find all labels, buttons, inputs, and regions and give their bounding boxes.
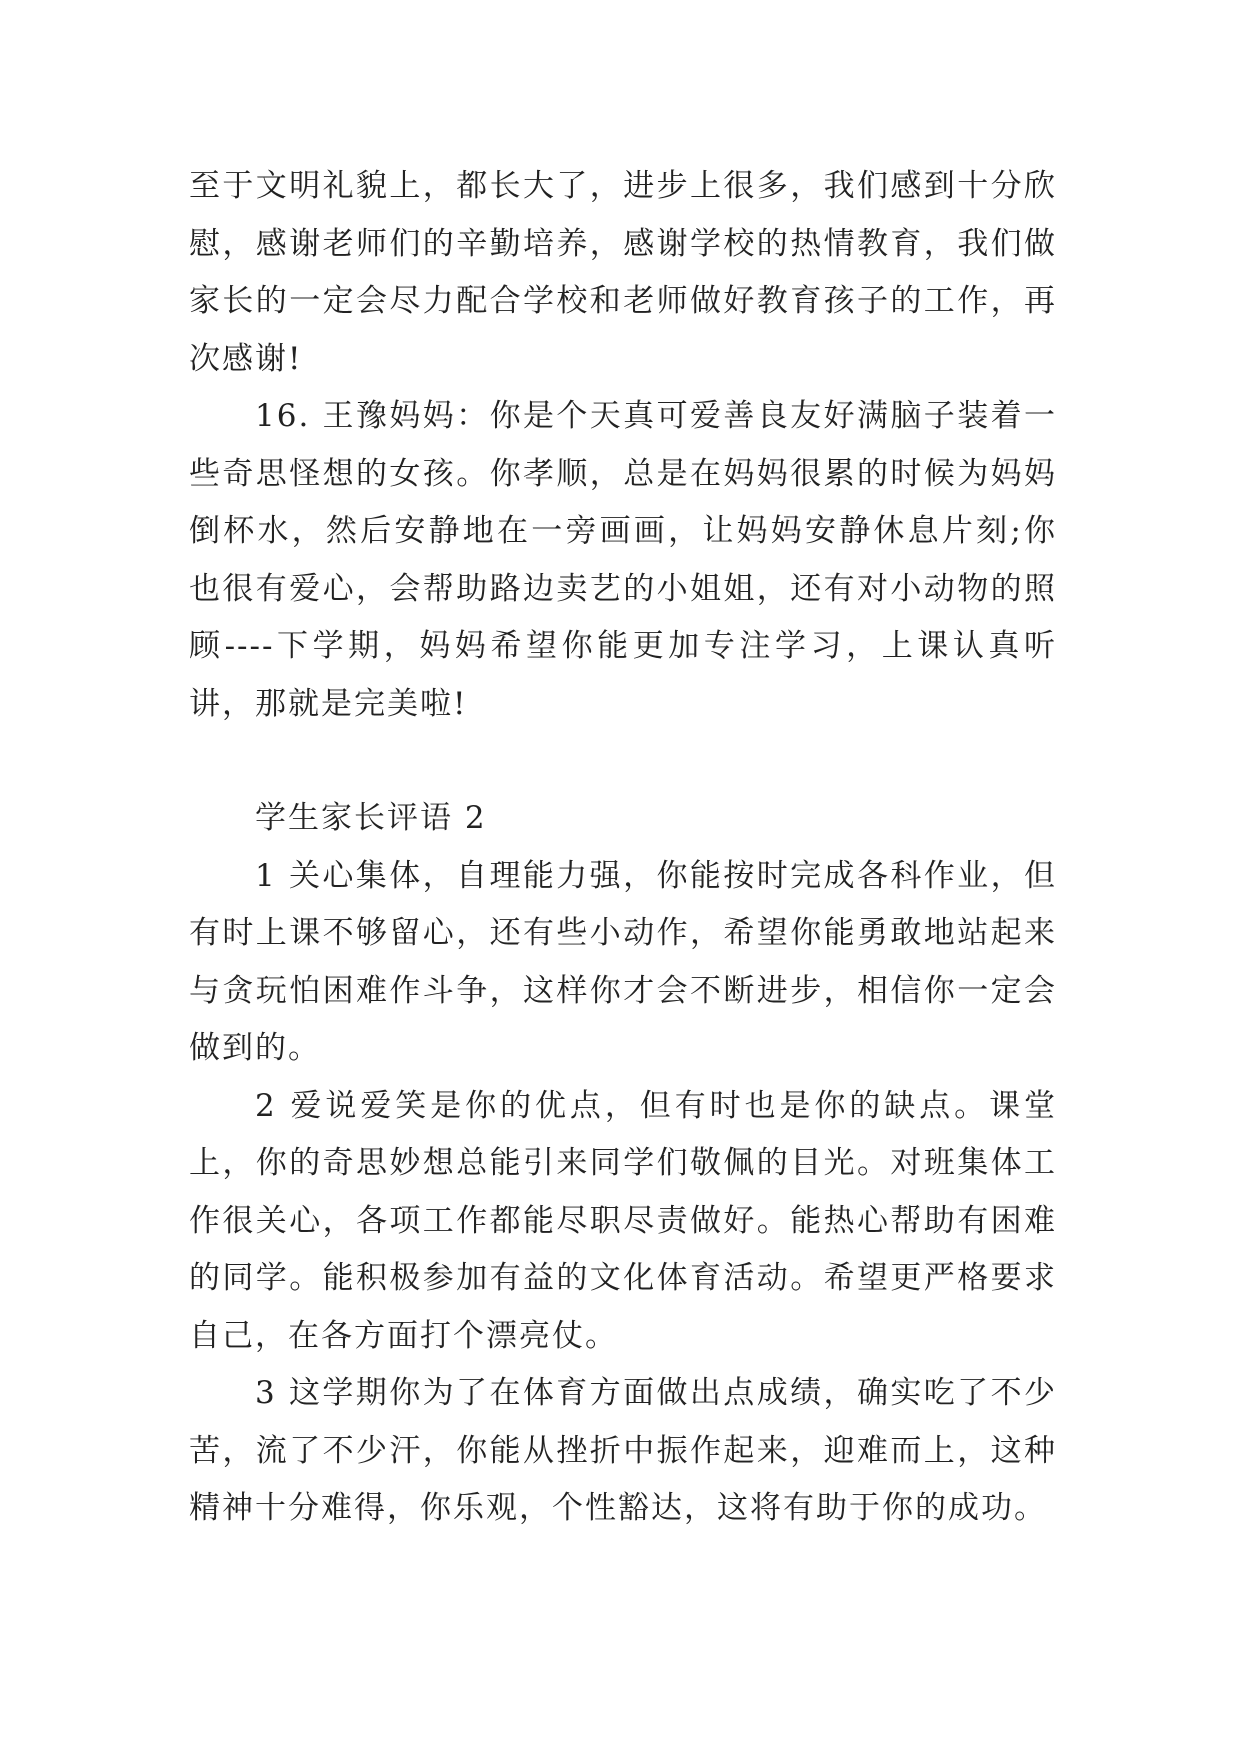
paragraph-4: 2 爱说爱笑是你的优点，但有时也是你的缺点。课堂上，你的奇思妙想总能引来同学们敬佩的目光。对班集体工作很关心，各项工作都能尽职尽责做好。能热心帮助有困难的同学。能积极参加有益的文化体育活动。希望更严格要求自己，在各方面打个漂亮仗。 — [189, 1087, 1057, 1354]
paragraph-2: 16. 王豫妈妈：你是个天真可爱善良友好满脑子装着一些奇思怪想的女孩。你孝顺，总是在妈妈很累的时候为妈妈倒杯水，然后安静地在一旁画画，让妈妈安静休息片刻;你也很有爱心，会帮助路边卖艺的小姐姐，还有对小动物的照顾----下学期，妈妈希望你能更加专注学习，上课认真听讲，那就是完美啦! — [189, 398, 1057, 722]
paragraph-1: 至于文明礼貌上，都长大了，进步上很多，我们感到十分欣慰，感谢老师们的辛勤培养，感谢学校的热情教育，我们做家长的一定会尽力配合学校和老师做好教育孩子的工作，再次感谢! — [189, 168, 1057, 377]
section-spacer — [189, 733, 1057, 790]
paragraph-3: 1 关心集体，自理能力强，你能按时完成各科作业，但有时上课不够留心，还有些小动作，希望你能勇敢地站起来与贪玩怕困难作斗争，这样你才会不断进步，相信你一定会做到的。 — [189, 857, 1057, 1066]
paragraph-5: 3 这学期你为了在体育方面做出点成绩，确实吃了不少苦，流了不少汗，你能从挫折中振作起来，迎难而上，这种精神十分难得，你乐观，个性豁达，这将有助于你的成功。 — [189, 1375, 1057, 1526]
document-body — [189, 158, 1057, 1538]
section-heading: 学生家长评语 2 — [255, 800, 487, 836]
